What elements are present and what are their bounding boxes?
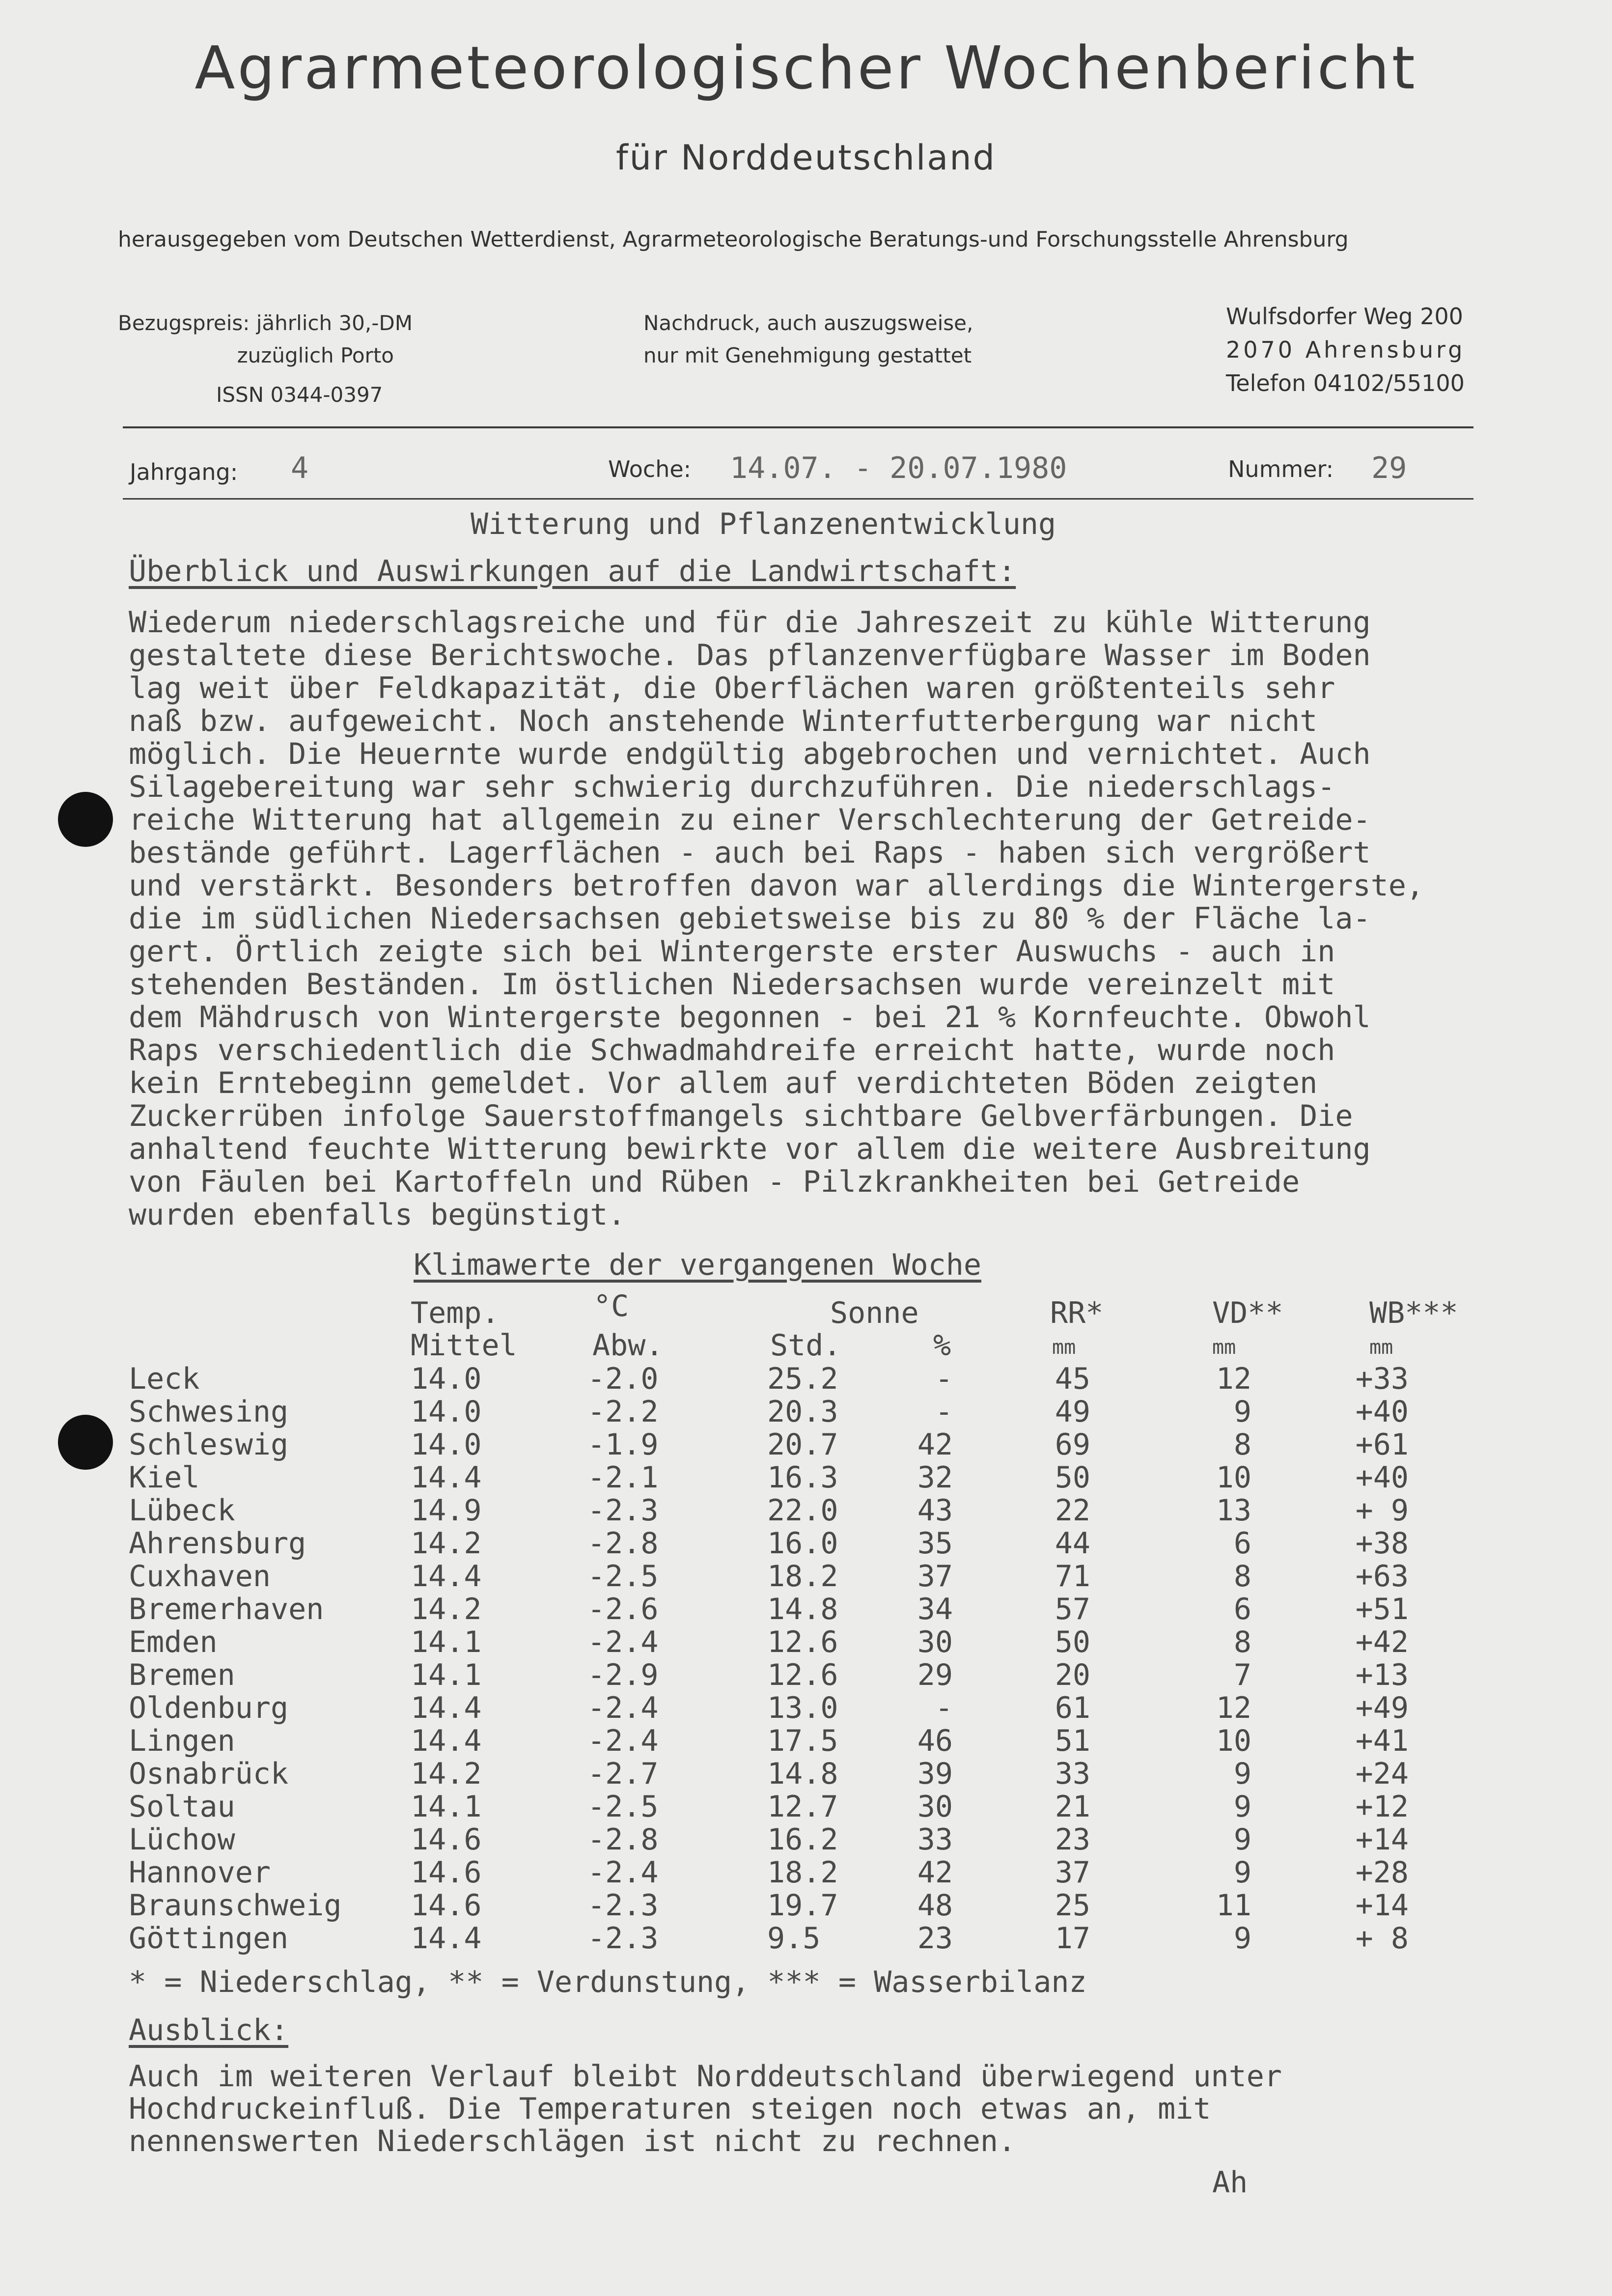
col-head-temp: Temp. (411, 1296, 500, 1330)
cell-abw: -2.4 (587, 1691, 659, 1725)
cell-abw: -2.5 (587, 1790, 659, 1824)
cell-std: 12.6 (767, 1625, 838, 1659)
outlook-line: nennenswerten Niederschlägen ist nicht zu rechnen. (129, 2124, 1016, 2158)
cell-wb: +51 (1355, 1592, 1409, 1626)
cell-vd: 13 (1216, 1493, 1251, 1528)
nummer-label: Nummer: (1228, 456, 1334, 482)
cell-abw: -2.6 (587, 1592, 659, 1626)
punch-hole-bottom (58, 1415, 113, 1470)
cell-pct: 42 (917, 1428, 953, 1462)
cell-std: 16.3 (767, 1460, 838, 1495)
cell-abw: -2.2 (587, 1395, 659, 1429)
col-head-rr: RR* (1050, 1296, 1104, 1330)
cell-rr: 21 (1055, 1790, 1090, 1824)
cell-pct: - (935, 1362, 953, 1396)
cell-wb: +28 (1355, 1855, 1409, 1890)
cell-pct: - (935, 1395, 953, 1429)
station-name: Lingen (129, 1724, 235, 1758)
col-head-mm-wb: mm (1369, 1336, 1393, 1359)
header-rule-top (123, 426, 1473, 428)
overview-line: Silagebereitung war sehr schwierig durchzuführen. Die niederschlags- (129, 770, 1335, 804)
cell-abw: -2.8 (587, 1526, 659, 1561)
cell-vd: 9 (1233, 1790, 1251, 1824)
cell-std: 20.7 (767, 1428, 838, 1462)
cell-std: 16.2 (767, 1822, 838, 1857)
outlook-line: Hochdruckeinfluß. Die Temperaturen steigen noch etwas an, mit (129, 2092, 1211, 2126)
cell-abw: -2.3 (587, 1493, 659, 1528)
overview-line: möglich. Die Heuernte wurde endgültig abgebrochen und vernichtet. Auch (129, 737, 1371, 771)
address-phone: Telefon 04102/55100 (1226, 370, 1465, 396)
cell-std: 12.6 (767, 1658, 838, 1692)
cell-pct: - (935, 1691, 953, 1725)
cell-rr: 69 (1055, 1428, 1090, 1462)
cell-abw: -2.8 (587, 1822, 659, 1857)
cell-vd: 8 (1233, 1428, 1251, 1462)
publisher-line: herausgegeben vom Deutschen Wetterdienst, Agrarmeteorologische Beratungs-und Forschungsstelle Ahrensburg (118, 227, 1349, 252)
nummer-value: 29 (1371, 451, 1407, 485)
overview-text (129, 606, 1538, 1232)
cell-rr: 57 (1055, 1592, 1090, 1626)
overview-line: von Fäulen bei Kartoffeln und Rüben - Pilzkrankheiten bei Getreide (129, 1165, 1300, 1199)
col-head-sonne: Sonne (830, 1296, 919, 1330)
cell-pct: 34 (917, 1592, 953, 1626)
cell-wb: +33 (1355, 1362, 1409, 1396)
overview-heading: Überblick und Auswirkungen auf die Landwirtschaft: (129, 554, 1016, 588)
reprint-line-2: nur mit Genehmigung gestattet (643, 343, 972, 367)
cell-mittel: 14.4 (411, 1460, 482, 1495)
cell-abw: -2.7 (587, 1757, 659, 1791)
cell-vd: 9 (1233, 1395, 1251, 1429)
cell-pct: 39 (917, 1757, 953, 1791)
cell-vd: 12 (1216, 1362, 1251, 1396)
cell-mittel: 14.6 (411, 1822, 482, 1857)
station-name: Osnabrück (129, 1757, 289, 1791)
outlook-heading: Ausblick: (129, 2013, 289, 2047)
cell-pct: 29 (917, 1658, 953, 1692)
overview-line: reiche Witterung hat allgemein zu einer Verschlechterung der Getreide- (129, 803, 1371, 837)
col-head-pct: % (933, 1328, 951, 1363)
cell-pct: 35 (917, 1526, 953, 1561)
overview-line: wurden ebenfalls begünstigt. (129, 1198, 626, 1232)
cell-wb: +63 (1355, 1559, 1409, 1594)
overview-line: und verstärkt. Besonders betroffen davon war allerdings die Wintergerste, (129, 868, 1424, 903)
overview-line: gestaltete diese Berichtswoche. Das pflanzenverfügbare Wasser im Boden (129, 638, 1371, 672)
station-name: Göttingen (129, 1921, 289, 1956)
cell-mittel: 14.0 (411, 1395, 482, 1429)
cell-vd: 10 (1216, 1460, 1251, 1495)
cell-std: 16.0 (767, 1526, 838, 1561)
outlook-line: Auch im weiteren Verlauf bleibt Norddeutschland überwiegend unter (129, 2059, 1282, 2094)
cell-abw: -1.9 (587, 1428, 659, 1462)
cell-rr: 50 (1055, 1625, 1090, 1659)
col-head-abw: Abw. (592, 1328, 664, 1363)
cell-pct: 32 (917, 1460, 953, 1495)
report-subtitle: für Norddeutschland (616, 138, 996, 178)
cell-rr: 37 (1055, 1855, 1090, 1890)
price-block (118, 307, 413, 411)
cell-rr: 51 (1055, 1724, 1090, 1758)
signature: Ah (1212, 2165, 1248, 2200)
cell-vd: 12 (1216, 1691, 1251, 1725)
cell-abw: -2.4 (587, 1855, 659, 1890)
header-rule-bottom (123, 498, 1473, 500)
cell-std: 22.0 (767, 1493, 838, 1528)
cell-abw: -2.1 (587, 1460, 659, 1495)
cell-vd: 9 (1233, 1822, 1251, 1857)
station-name: Kiel (129, 1460, 200, 1495)
woche-value: 14.07. - 20.07.1980 (730, 451, 1067, 485)
cell-pct: 23 (917, 1921, 953, 1956)
cell-std: 18.2 (767, 1855, 838, 1890)
station-name: Schwesing (129, 1395, 289, 1429)
cell-mittel: 14.1 (411, 1790, 482, 1824)
cell-std: 18.2 (767, 1559, 838, 1594)
cell-abw: -2.3 (587, 1888, 659, 1923)
section-title: Witterung und Pflanzenentwicklung (471, 507, 1056, 541)
overview-line: dem Mähdrusch von Wintergerste begonnen - bei 21 % Kornfeuchte. Obwohl (129, 1000, 1371, 1035)
cell-vd: 11 (1216, 1888, 1251, 1923)
cell-abw: -2.0 (587, 1362, 659, 1396)
cell-mittel: 14.4 (411, 1921, 482, 1956)
cell-rr: 20 (1055, 1658, 1090, 1692)
cell-rr: 61 (1055, 1691, 1090, 1725)
cell-rr: 71 (1055, 1559, 1090, 1594)
punch-hole-top (58, 792, 113, 847)
cell-std: 25.2 (767, 1362, 838, 1396)
cell-pct: 30 (917, 1625, 953, 1659)
address-street: Wulfsdorfer Weg 200 (1226, 303, 1463, 330)
overview-line: stehenden Beständen. Im östlichen Niedersachsen wurde vereinzelt mit (129, 967, 1335, 1002)
cell-vd: 6 (1233, 1526, 1251, 1561)
overview-line: Wiederum niederschlagsreiche und für die Jahreszeit zu kühle Witterung (129, 605, 1371, 640)
cell-abw: -2.5 (587, 1559, 659, 1594)
cell-wb: +24 (1355, 1757, 1409, 1791)
station-name: Hannover (129, 1855, 271, 1890)
cell-vd: 7 (1233, 1658, 1251, 1692)
cell-rr: 33 (1055, 1757, 1090, 1791)
col-head-deg: °C (593, 1289, 629, 1323)
cell-wb: +40 (1355, 1395, 1409, 1429)
col-head-wb: WB*** (1369, 1296, 1458, 1330)
cell-pct: 46 (917, 1724, 953, 1758)
col-head-std: Std. (770, 1328, 841, 1363)
price-line-2: zuzüglich Porto (237, 343, 394, 367)
station-name: Braunschweig (129, 1888, 342, 1923)
overview-line: Zuckerrüben infolge Sauerstoffmangels sichtbare Gelbverfärbungen. Die (129, 1099, 1353, 1133)
cell-mittel: 14.2 (411, 1526, 482, 1561)
cell-wb: + 8 (1355, 1921, 1409, 1956)
overview-line: bestände geführt. Lagerflächen - auch bei Raps - haben sich vergrößert (129, 836, 1371, 870)
address-block (1226, 300, 1465, 400)
station-name: Lübeck (129, 1493, 235, 1528)
station-name: Schleswig (129, 1428, 289, 1462)
cell-rr: 22 (1055, 1493, 1090, 1528)
cell-vd: 10 (1216, 1724, 1251, 1758)
station-name: Emden (129, 1625, 218, 1659)
cell-wb: + 9 (1355, 1493, 1409, 1528)
cell-std: 9.5 (767, 1921, 821, 1956)
overview-line: Raps verschiedentlich die Schwadmahdreife erreicht hatte, wurde noch (129, 1033, 1335, 1067)
price-line-1: Bezugspreis: jährlich 30,-DM (118, 311, 413, 335)
cell-mittel: 14.4 (411, 1691, 482, 1725)
cell-pct: 48 (917, 1888, 953, 1923)
cell-std: 20.3 (767, 1395, 838, 1429)
overview-line: naß bzw. aufgeweicht. Noch anstehende Winterfutterbergung war nicht (129, 704, 1318, 738)
cell-abw: -2.4 (587, 1724, 659, 1758)
cell-mittel: 14.4 (411, 1724, 482, 1758)
cell-wb: +61 (1355, 1428, 1409, 1462)
cell-wb: +41 (1355, 1724, 1409, 1758)
cell-vd: 8 (1233, 1625, 1251, 1659)
cell-wb: +42 (1355, 1625, 1409, 1659)
cell-std: 14.8 (767, 1592, 838, 1626)
jahrgang-label: Jahrgang: (130, 459, 238, 485)
cell-mittel: 14.1 (411, 1658, 482, 1692)
cell-pct: 43 (917, 1493, 953, 1528)
reprint-notice (643, 307, 973, 372)
station-name: Soltau (129, 1790, 235, 1824)
cell-rr: 50 (1055, 1460, 1090, 1495)
cell-abw: -2.3 (587, 1921, 659, 1956)
cell-wb: +14 (1355, 1888, 1409, 1923)
cell-vd: 9 (1233, 1757, 1251, 1791)
station-name: Leck (129, 1362, 200, 1396)
outlook-text (129, 2060, 1282, 2157)
cell-mittel: 14.6 (411, 1855, 482, 1890)
overview-line: anhaltend feuchte Witterung bewirkte vor allem die weitere Ausbreitung (129, 1132, 1371, 1166)
cell-abw: -2.4 (587, 1625, 659, 1659)
col-head-vd: VD** (1212, 1296, 1283, 1330)
cell-std: 13.0 (767, 1691, 838, 1725)
cell-std: 17.5 (767, 1724, 838, 1758)
cell-rr: 44 (1055, 1526, 1090, 1561)
overview-line: lag weit über Feldkapazität, die Oberflächen waren größtenteils sehr (129, 671, 1335, 705)
cell-wb: +38 (1355, 1526, 1409, 1561)
cell-std: 19.7 (767, 1888, 838, 1923)
cell-std: 12.7 (767, 1790, 838, 1824)
cell-vd: 9 (1233, 1855, 1251, 1890)
col-head-mm-rr: mm (1052, 1336, 1076, 1359)
cell-vd: 9 (1233, 1921, 1251, 1956)
cell-mittel: 14.2 (411, 1592, 482, 1626)
station-name: Cuxhaven (129, 1559, 271, 1594)
issn: ISSN 0344-0397 (216, 383, 383, 407)
address-city: 2070 Ahrensburg (1226, 336, 1466, 363)
col-head-mittel: Mittel (411, 1328, 517, 1363)
cell-vd: 6 (1233, 1592, 1251, 1626)
woche-label: Woche: (608, 456, 692, 482)
station-name: Oldenburg (129, 1691, 289, 1725)
cell-rr: 49 (1055, 1395, 1090, 1429)
cell-rr: 17 (1055, 1921, 1090, 1956)
cell-wb: +13 (1355, 1658, 1409, 1692)
cell-mittel: 14.2 (411, 1757, 482, 1791)
cell-wb: +40 (1355, 1460, 1409, 1495)
cell-pct: 33 (917, 1822, 953, 1857)
cell-mittel: 14.6 (411, 1888, 482, 1923)
cell-pct: 30 (917, 1790, 953, 1824)
col-head-mm-vd: mm (1212, 1336, 1236, 1359)
station-name: Ahrensburg (129, 1526, 306, 1561)
overview-line: kein Erntebeginn gemeldet. Vor allem auf verdichteten Böden zeigten (129, 1066, 1318, 1100)
cell-mittel: 14.4 (411, 1559, 482, 1594)
overview-line: gert. Örtlich zeigte sich bei Wintergerste erster Auswuchs - auch in (129, 934, 1335, 969)
table-footnote: * = Niederschlag, ** = Verdunstung, *** = Wasserbilanz (129, 1965, 1087, 1999)
station-name: Bremen (129, 1658, 235, 1692)
cell-mittel: 14.9 (411, 1493, 482, 1528)
overview-line: die im südlichen Niedersachsen gebietsweise bis zu 80 % der Fläche la- (129, 901, 1371, 936)
cell-pct: 37 (917, 1559, 953, 1594)
cell-rr: 23 (1055, 1822, 1090, 1857)
cell-std: 14.8 (767, 1757, 838, 1791)
station-name: Lüchow (129, 1822, 235, 1857)
station-name: Bremerhaven (129, 1592, 324, 1626)
table-title: Klimawerte der vergangenen Woche (414, 1248, 981, 1282)
report-title: Agrarmeteorologischer Wochenbericht (195, 34, 1417, 103)
jahrgang-value: 4 (291, 451, 309, 485)
cell-vd: 8 (1233, 1559, 1251, 1594)
cell-mittel: 14.1 (411, 1625, 482, 1659)
cell-wb: +12 (1355, 1790, 1409, 1824)
cell-abw: -2.9 (587, 1658, 659, 1692)
cell-rr: 25 (1055, 1888, 1090, 1923)
cell-pct: 42 (917, 1855, 953, 1890)
reprint-line-1: Nachdruck, auch auszugsweise, (643, 311, 973, 335)
cell-mittel: 14.0 (411, 1362, 482, 1396)
cell-wb: +49 (1355, 1691, 1409, 1725)
cell-mittel: 14.0 (411, 1428, 482, 1462)
cell-wb: +14 (1355, 1822, 1409, 1857)
cell-rr: 45 (1055, 1362, 1090, 1396)
